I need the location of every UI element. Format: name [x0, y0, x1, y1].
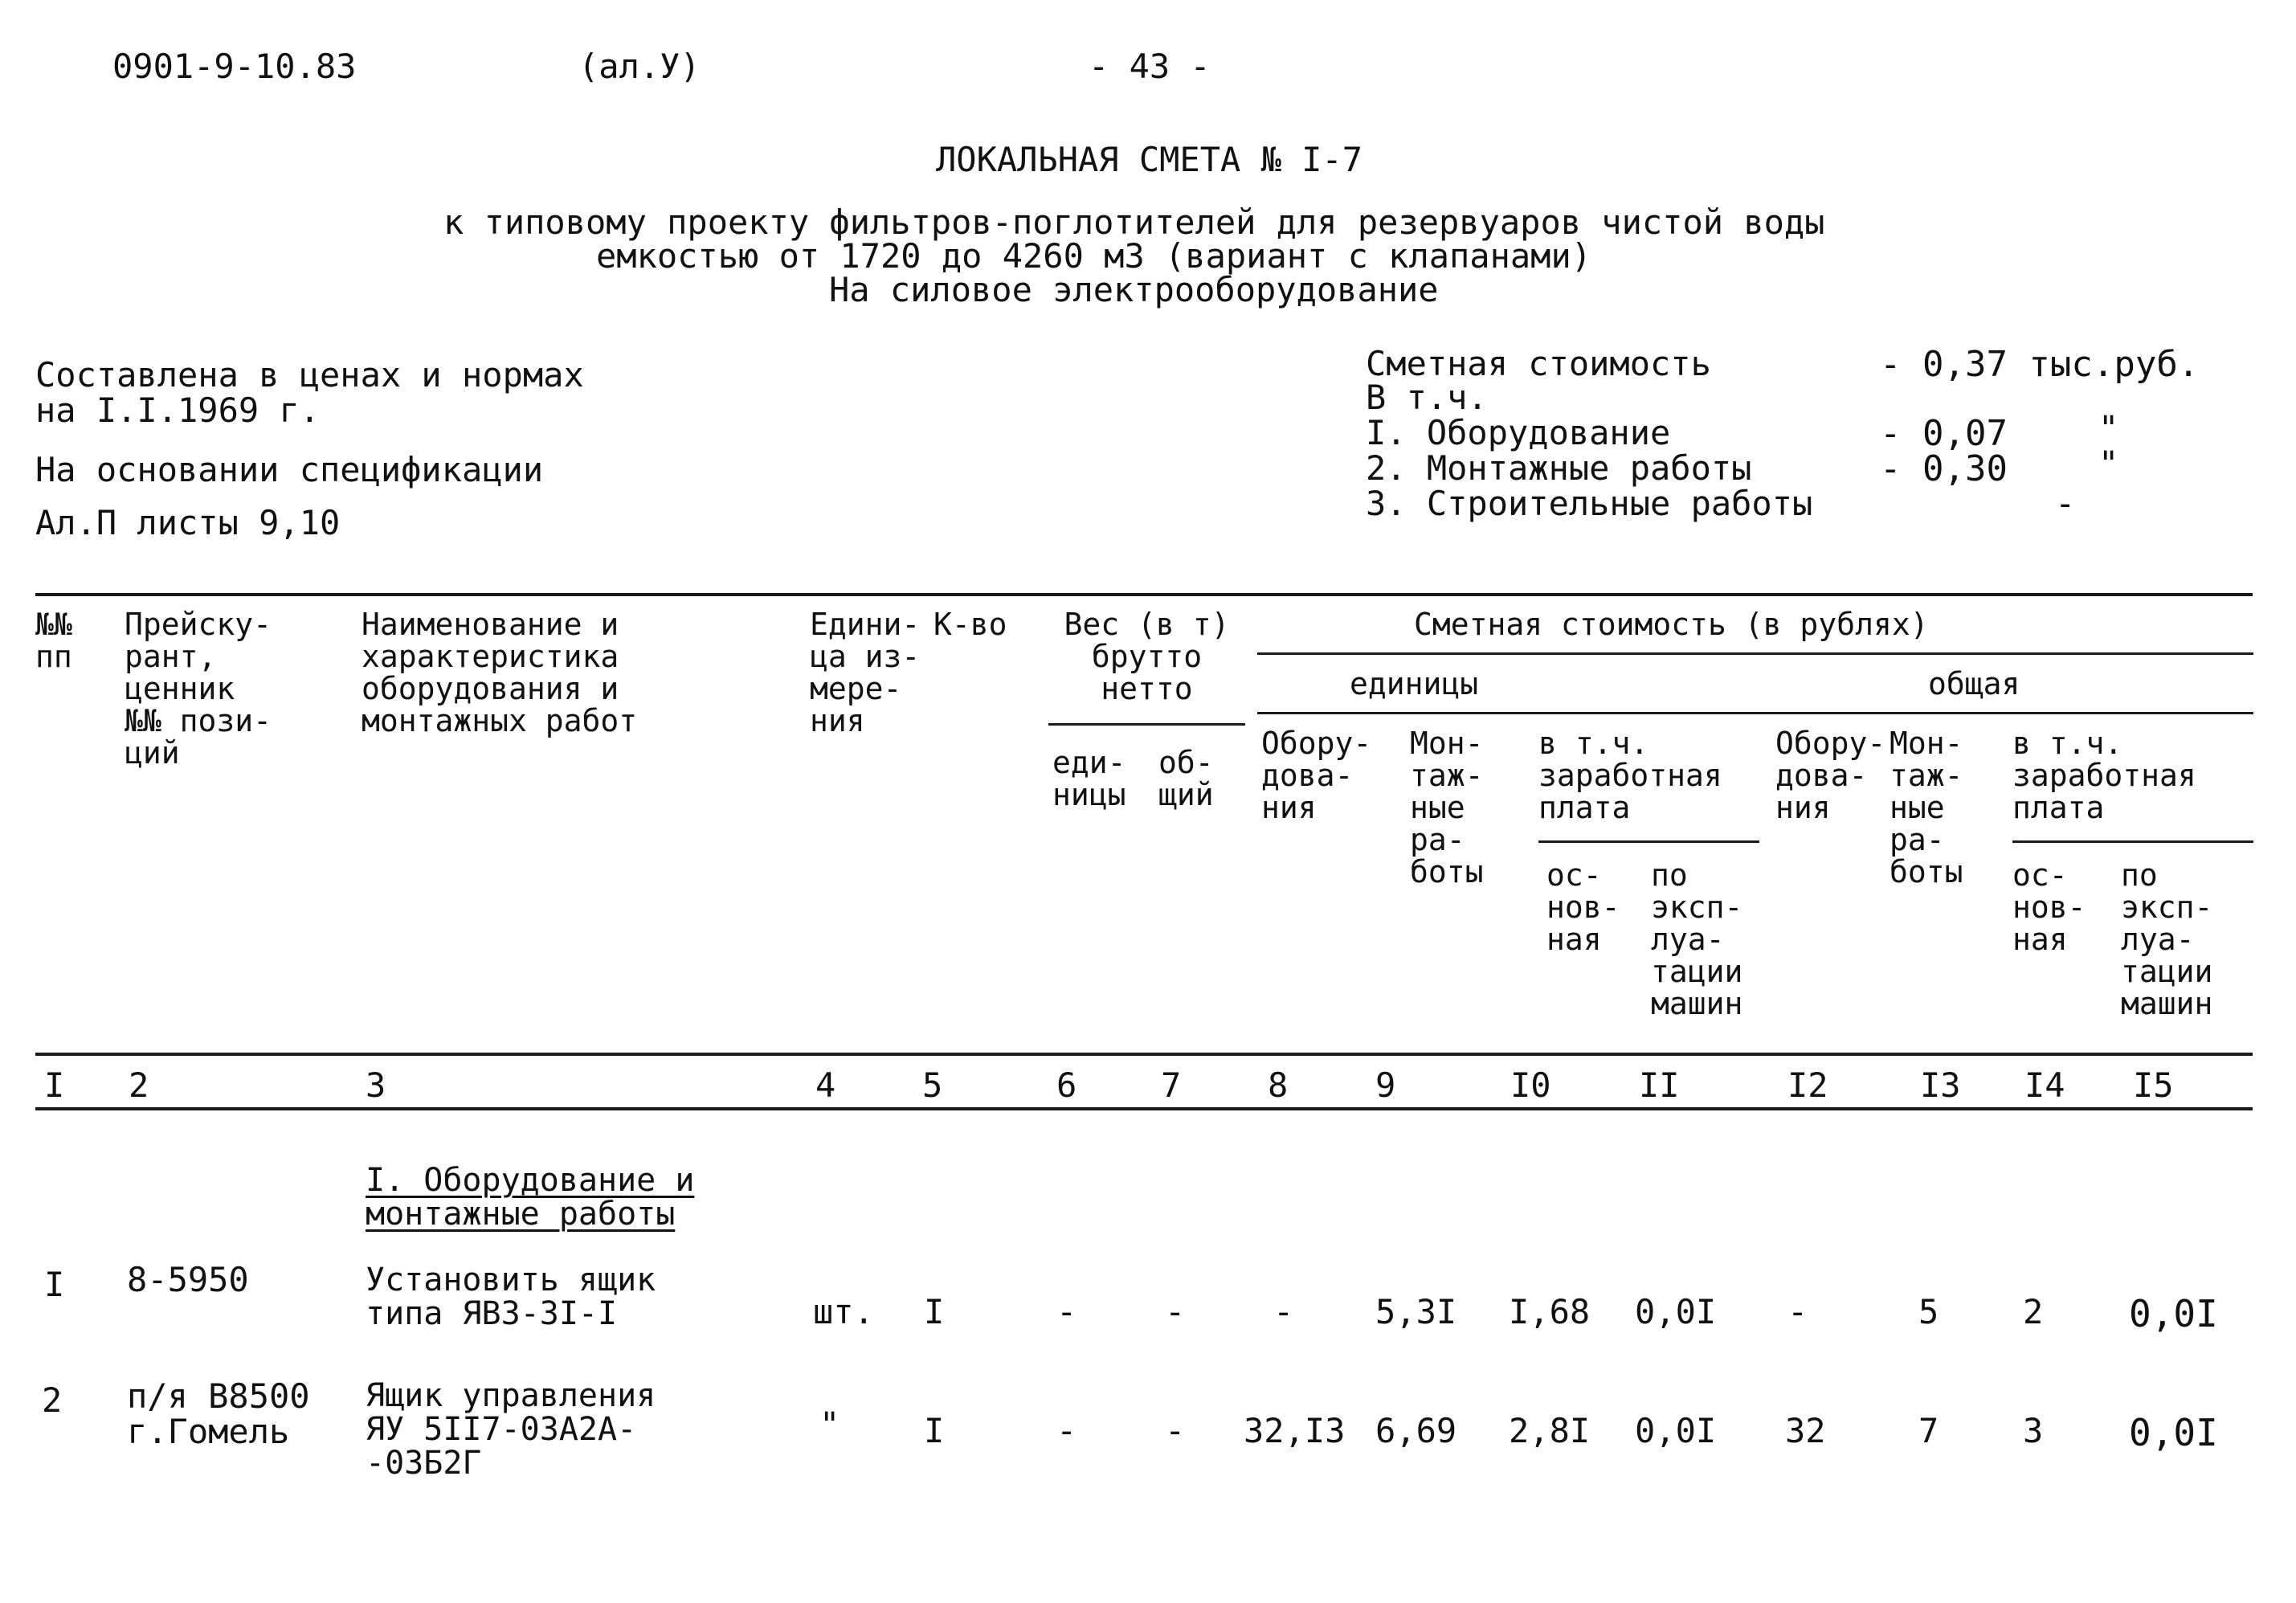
cost-item-mounting-value: - 0,30: [1880, 448, 2008, 489]
section-heading: I. Оборудование и монтажные работы: [366, 1162, 695, 1233]
row-mount-total: 5: [1918, 1292, 1939, 1331]
col-header-estimated-cost: Сметная стоимость (в рублях): [1414, 607, 1929, 642]
col-header-wage-total: в т.ч. заработная плата: [2012, 726, 2196, 825]
row-weight-unit: -: [1056, 1411, 1077, 1450]
sheets-reference: Ал.П листы 9,10: [35, 503, 341, 542]
unit-wage-rule: [1538, 840, 1759, 843]
row-mount-unit: 6,69: [1375, 1411, 1457, 1450]
row-name: Установить ящик типа ЯВЗ-3I-I: [366, 1262, 656, 1332]
row-weight-total: -: [1165, 1292, 1186, 1331]
row-number: 2: [42, 1380, 63, 1420]
unit-total-rule: [1257, 712, 2253, 714]
cost-item-equipment-label: I. Оборудование: [1366, 413, 1671, 452]
col-header-total-group: общая: [1928, 666, 2020, 701]
col-header-name: Наименование и характеристика оборудования и монтажных работ: [362, 607, 638, 738]
row-weight-unit: -: [1056, 1292, 1077, 1331]
col-header-weight-total: об- щий: [1158, 745, 1214, 812]
row-quantity: I: [924, 1411, 945, 1450]
row-equip-unit: -: [1273, 1292, 1294, 1331]
total-cost-value: - 0,37 тыс.руб.: [1880, 344, 2200, 385]
col-number-11: II: [1639, 1065, 1680, 1105]
row-machine-total: 0,0I: [2129, 1411, 2218, 1454]
cost-item-mounting-label: 2. Монтажные работы: [1366, 448, 1752, 488]
prices-basis-line-2: на I.I.1969 г.: [35, 391, 321, 430]
col-number-1: I: [44, 1065, 65, 1105]
estimate-title: ЛОКАЛЬНАЯ СМЕТА № I-7: [936, 140, 1363, 179]
col-header-wage-machine-total: по эксп- луа- тации машин: [2121, 857, 2213, 1021]
col-number-13: I3: [1920, 1065, 1961, 1105]
row-wage-unit: 2,8I: [1509, 1411, 1591, 1450]
title-line-1: к типовому проекту фильтров-поглотителей для резервуаров чистой воды: [443, 202, 1825, 242]
row-mount-unit: 5,3I: [1375, 1292, 1457, 1331]
row-price-list: 8-5950: [127, 1260, 249, 1299]
row-equip-unit: 32,I3: [1244, 1411, 1346, 1450]
document-code: 0901-9-10.83: [112, 47, 357, 86]
specification-basis: На основании спецификации: [35, 450, 544, 489]
including-label: В т.ч.: [1366, 378, 1488, 417]
table-top-rule: [35, 593, 2253, 596]
prices-basis-line-1: Составлена в ценах и нормах: [35, 355, 584, 395]
header-bottom-rule: [35, 1053, 2253, 1056]
col-header-wage-basic-unit: ос- нов- ная: [1546, 857, 1620, 957]
album-number: (ал.У): [578, 47, 701, 86]
col-number-10: I0: [1510, 1065, 1551, 1105]
page-number: - 43 -: [1089, 47, 1211, 86]
col-number-6: 6: [1056, 1065, 1077, 1105]
row-wage-total: 2: [2023, 1292, 2044, 1331]
col-header-mount-total: Мон- таж- ные ра- боты: [1890, 726, 1963, 889]
col-header-wage-machine-unit: по эксп- луа- тации машин: [1651, 857, 1743, 1021]
row-machine-unit: 0,0I: [1635, 1411, 1717, 1450]
row-mount-total: 7: [1918, 1411, 1939, 1450]
col-number-8: 8: [1268, 1065, 1289, 1105]
row-price-list: п/я В8500 г.Гомель: [127, 1376, 310, 1452]
col-header-wage-basic-total: ос- нов- ная: [2012, 857, 2086, 957]
title-line-3: На силовое электрооборудование: [829, 270, 1439, 309]
row-equip-total: 32: [1785, 1411, 1826, 1450]
row-number: I: [44, 1265, 65, 1304]
col-header-quantity: К-во: [934, 607, 1007, 642]
col-header-equip-unit: Обору- дова- ния: [1261, 726, 1372, 825]
weight-rule: [1048, 723, 1245, 726]
total-wage-rule: [2012, 840, 2253, 843]
cost-item-equipment-ditto: ": [2098, 408, 2119, 448]
cost-item-mounting-ditto: ": [2098, 444, 2119, 483]
col-header-weight: Вес (в т) брутто нетто: [1064, 607, 1230, 706]
total-cost-label: Сметная стоимость: [1366, 344, 1711, 383]
row-quantity: I: [924, 1292, 945, 1331]
cost-group-rule: [1257, 652, 2253, 655]
col-number-15: I5: [2133, 1065, 2174, 1105]
col-header-equip-total: Обору- дова- ния: [1775, 726, 1886, 825]
col-number-9: 9: [1375, 1065, 1396, 1105]
column-numbers-rule: [35, 1107, 2253, 1110]
col-header-wage-unit: в т.ч. заработная плата: [1538, 726, 1722, 825]
col-header-unit-group: единицы: [1350, 666, 1479, 701]
col-header-weight-unit: еди- ницы: [1052, 745, 1126, 812]
col-number-7: 7: [1161, 1065, 1182, 1105]
cost-item-construction-label: 3. Строительные работы: [1366, 484, 1813, 523]
row-weight-total: -: [1165, 1411, 1186, 1450]
col-number-12: I2: [1787, 1065, 1828, 1105]
row-name: Ящик управления ЯУ 5II7-03А2А- -03Б2Г: [366, 1377, 656, 1482]
title-line-2: емкостью от 1720 до 4260 м3 (вариант с клапанами): [596, 236, 1592, 276]
row-machine-total: 0,0I: [2129, 1292, 2218, 1335]
col-header-price-list: Прейску- рант, ценник №№ пози- ций: [125, 607, 272, 771]
row-machine-unit: 0,0I: [1635, 1292, 1717, 1331]
row-wage-total: 3: [2023, 1411, 2044, 1450]
row-unit: шт.: [813, 1292, 874, 1331]
row-wage-unit: I,68: [1509, 1292, 1591, 1331]
col-number-2: 2: [129, 1065, 149, 1105]
row-equip-total: -: [1787, 1292, 1808, 1331]
col-number-3: 3: [366, 1065, 386, 1105]
row-unit: ": [819, 1405, 840, 1444]
col-header-mount-unit: Мон- таж- ные ра- боты: [1410, 726, 1484, 889]
cost-item-equipment-value: - 0,07: [1880, 413, 2008, 454]
cost-item-construction-dash: -: [2055, 484, 2076, 523]
col-number-14: I4: [2024, 1065, 2065, 1105]
col-header-unit: Едини- ца из- мере- ния: [810, 607, 921, 738]
col-number-4: 4: [815, 1065, 836, 1105]
col-number-5: 5: [922, 1065, 943, 1105]
col-header-number: №№ пп: [35, 607, 72, 674]
